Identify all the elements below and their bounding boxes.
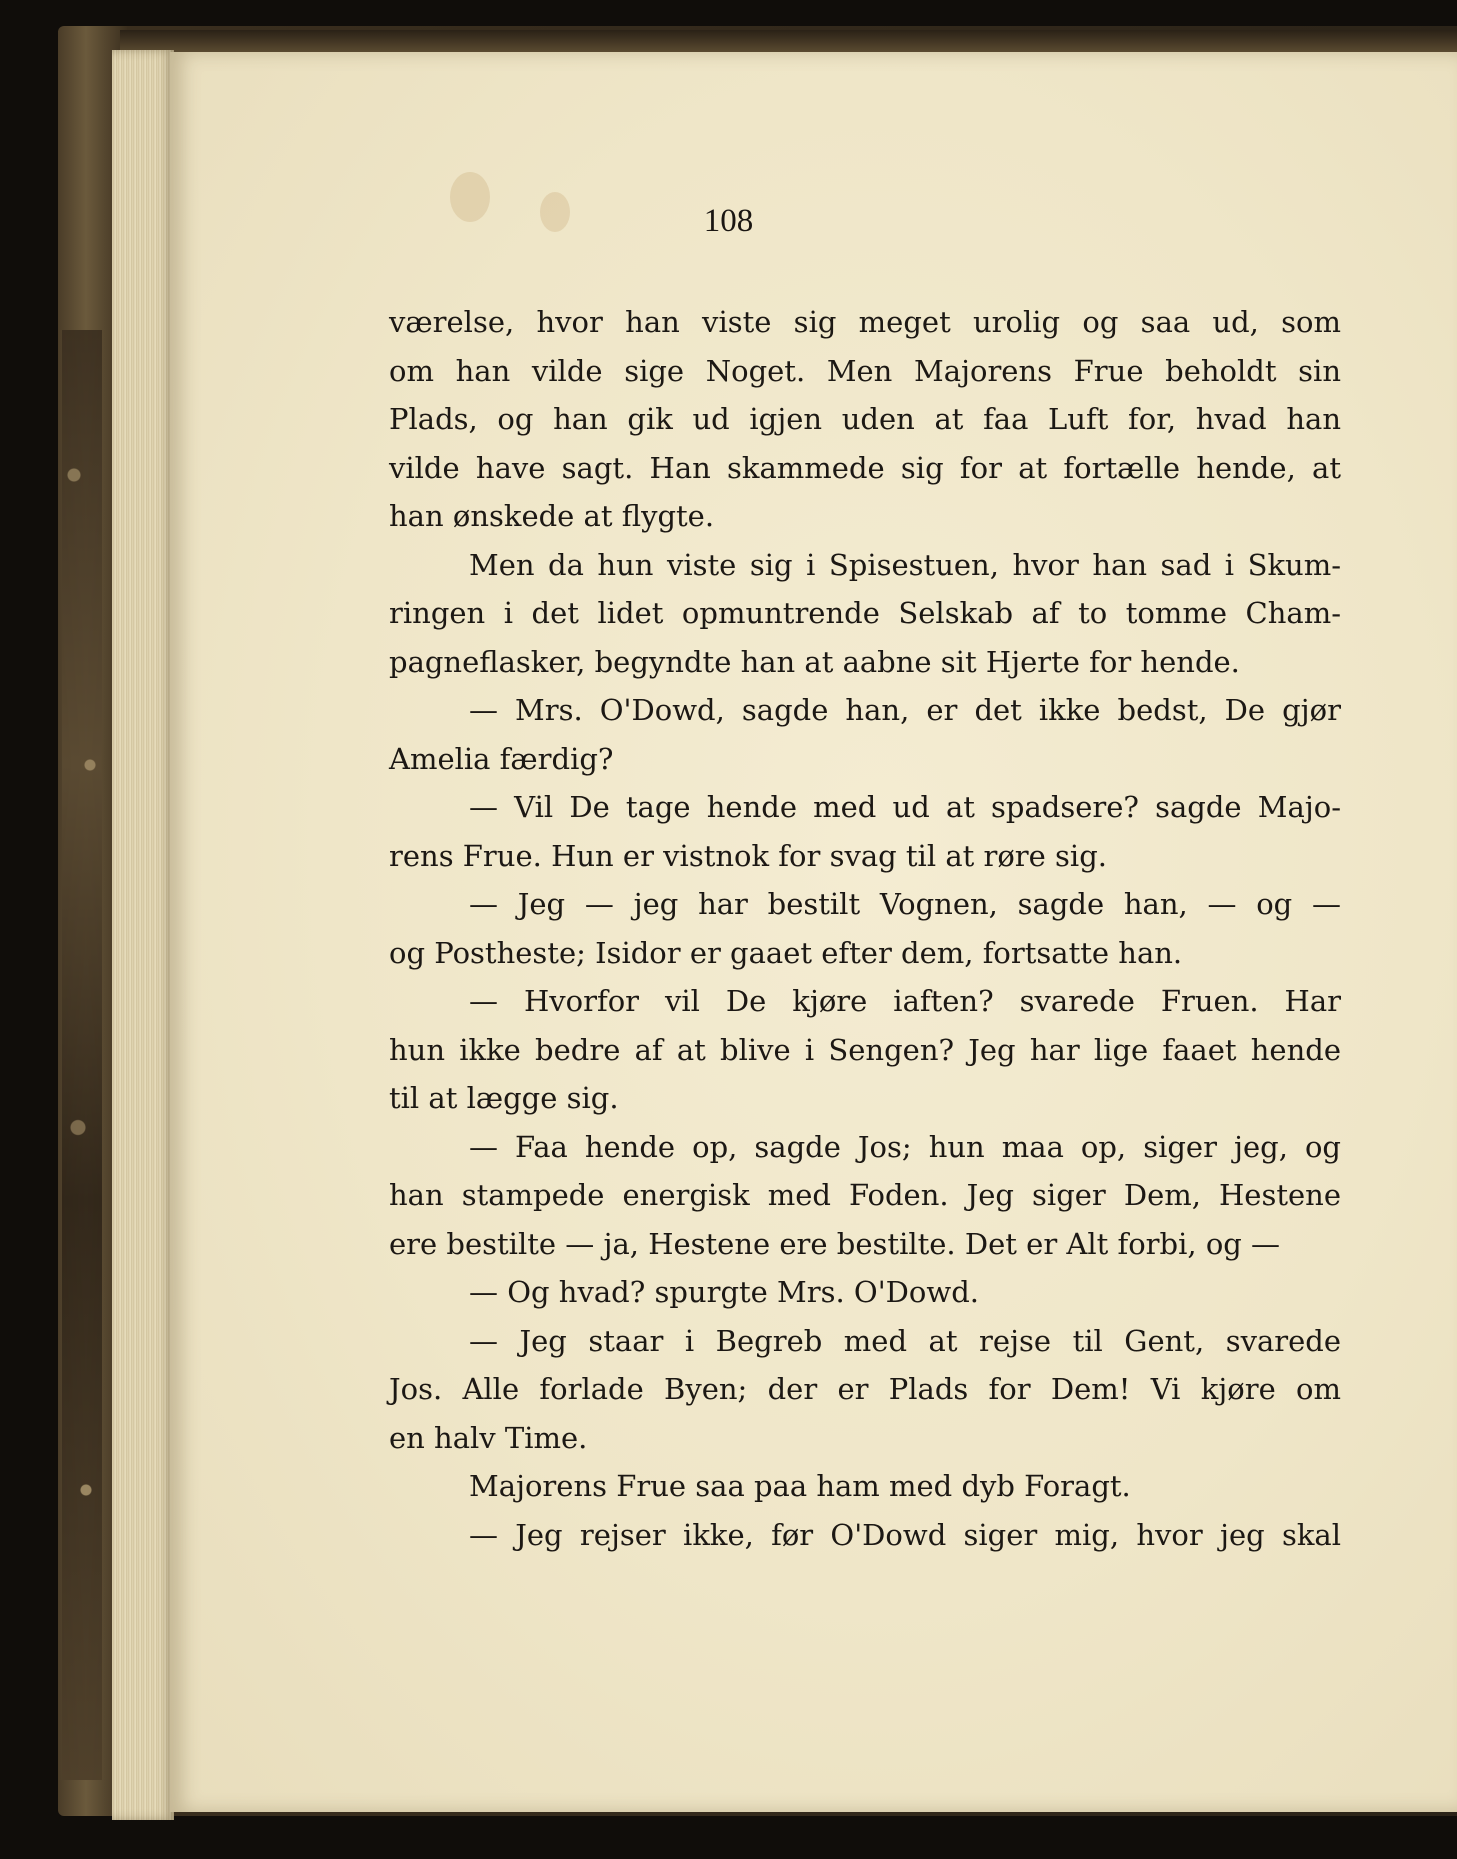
text-line: Plads, og han gik ud igjen uden at faa Luft for, hvad han	[389, 402, 1341, 436]
text-line: — Hvorfor vil De kjøre iaften? svarede Fruen. Har	[469, 984, 1341, 1018]
text-line: han stampede energisk med Foden. Jeg siger Dem, Hestene	[389, 1178, 1341, 1212]
page-number: 108	[703, 203, 754, 239]
marbled-cover-edge	[62, 330, 102, 1780]
text-line: ere bestilte — ja, Hestene ere bestilte. Det er Alt forbi, og —	[389, 1226, 1281, 1261]
text-line: værelse, hvor han viste sig meget urolig og saa ud, som	[389, 305, 1341, 339]
text-line: ringen i det lidet opmuntrende Selskab af to tomme Cham-	[389, 596, 1341, 630]
text-line: — Vil De tage hende med ud at spadsere? sagde Majo-	[469, 790, 1341, 824]
text-line: hun ikke bedre af at blive i Sengen? Jeg har lige faaet hende	[389, 1032, 1341, 1067]
text-line: — Jeg — jeg har bestilt Vognen, sagde han, — og —	[469, 887, 1341, 921]
text-line: Majorens Frue saa paa ham med dyb Foragt.	[469, 1469, 1131, 1503]
text-line: — Jeg staar i Begreb med at rejse til Gent, svarede	[469, 1323, 1341, 1358]
top-binding-strip	[120, 30, 1457, 52]
text-line: vilde have sagt. Han skammede sig for at fortælle hende, at	[389, 450, 1341, 485]
text-line: — Mrs. O'Dowd, sagde han, er det ikke bedst, De gjør	[469, 693, 1341, 727]
text-line: Jos. Alle forlade Byen; der er Plads for Dem! Vi kjøre om	[389, 1372, 1341, 1406]
text-line: han ønskede at flygte.	[389, 499, 715, 533]
text-line: rens Frue. Hun er vistnok for svag til at røre sig.	[389, 838, 1107, 873]
text-line: til at lægge sig.	[389, 1081, 619, 1115]
text-line: Amelia færdig?	[389, 741, 614, 776]
text-line: en halv Time.	[389, 1420, 588, 1455]
text-line: pagneflasker, begyndte han at aabne sit Hjerte for hende.	[389, 644, 1240, 679]
text-line: og Postheste; Isidor er gaaet efter dem, fortsatte han.	[389, 935, 1183, 970]
text-line: — Jeg rejser ikke, før O'Dowd siger mig, hvor jeg skal	[469, 1517, 1341, 1552]
text-line: — Og hvad? spurgte Mrs. O'Dowd.	[469, 1275, 979, 1309]
text-line: om han vilde sige Noget. Men Majorens Frue beholdt sin	[389, 353, 1341, 388]
text-line: Men da hun viste sig i Spisestuen, hvor han sad i Skum-	[469, 547, 1341, 582]
page-edges	[112, 50, 174, 1820]
text-line: — Faa hende op, sagde Jos; hun maa op, siger jeg, og	[469, 1129, 1341, 1164]
body-text	[389, 298, 1341, 1559]
